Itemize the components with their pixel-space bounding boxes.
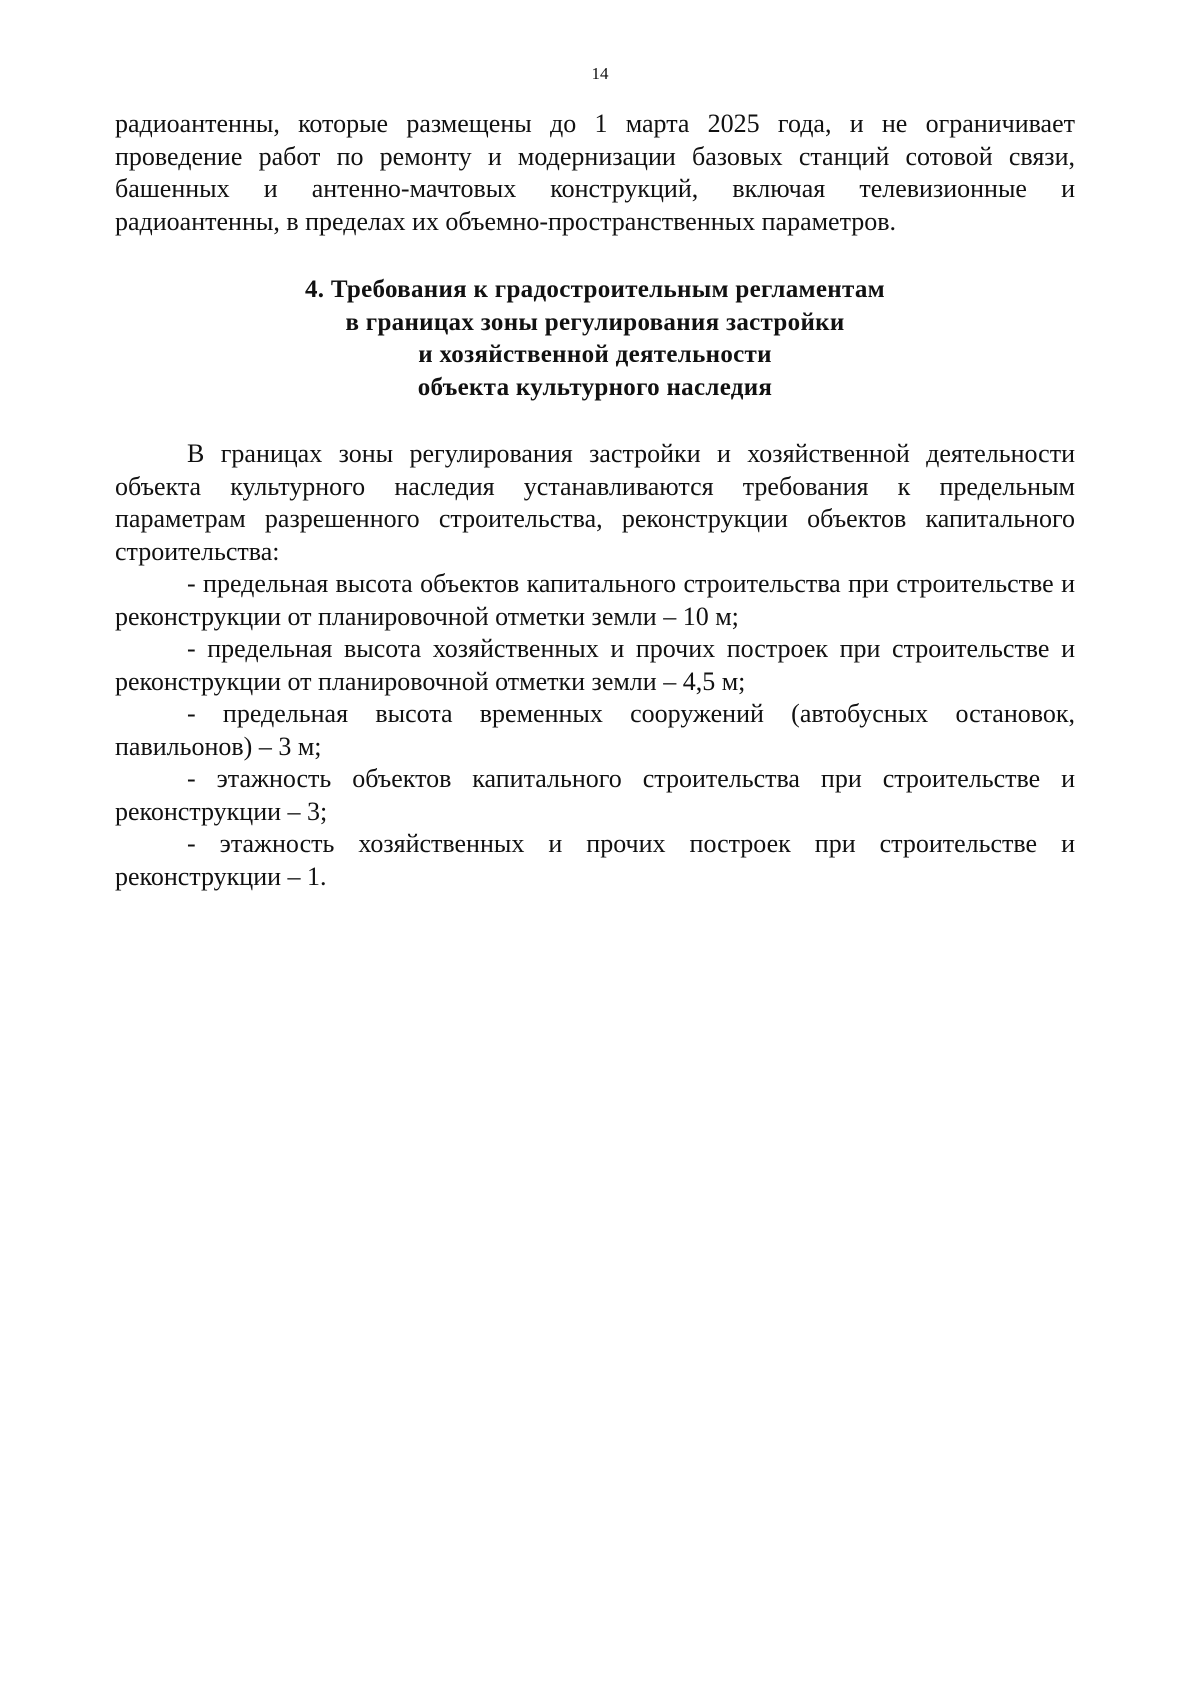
- section-heading-line-4: объекта культурного наследия: [417, 373, 773, 401]
- intro-paragraph: радиоантенны, которые размещены до 1 марта 2025 года, и не ограничивает проведение работ по ремонту и модернизации базовых станций сотовой связи, башенных и антенно-мачтовых конструкций, включая телевизионные и радиоантенны, в пределах их объемно-пространственных параметров.: [115, 109, 1075, 236]
- requirement-item-4: - этажность объектов капитального строительства при строительстве и реконструкции – 3;: [115, 764, 1075, 826]
- page-number: 14: [591, 64, 609, 83]
- document-body: [115, 108, 1075, 893]
- section-heading-line-3: и хозяйственной деятельности: [418, 341, 772, 368]
- section-heading-line-2: в границах зоны регулирования застройки: [345, 308, 845, 336]
- requirement-item-1: - предельная высота объектов капитального строительства при строительстве и реконструкции от планировочной отметки земли – 10 м;: [115, 569, 1075, 631]
- requirement-item-3: - предельная высота временных сооружений (автобусных остановок, павильонов) – 3 м;: [115, 699, 1075, 761]
- requirement-item-2: - предельная высота хозяйственных и прочих построек при строительстве и реконструкции от планировочной отметки земли – 4,5 м;: [115, 634, 1075, 696]
- requirement-item-5: - этажность хозяйственных и прочих построек при строительстве и реконструкции – 1.: [115, 829, 1075, 891]
- section-heading-line-1: 4. Требования к градостроительным регламентам: [305, 276, 885, 303]
- main-paragraph: В границах зоны регулирования застройки и хозяйственной деятельности объекта культурного наследия устанавливаются требования к предельным параметрам разрешенного строительства, реконструкции объектов капитального строительства:: [115, 439, 1075, 566]
- section-heading: [115, 274, 1075, 404]
